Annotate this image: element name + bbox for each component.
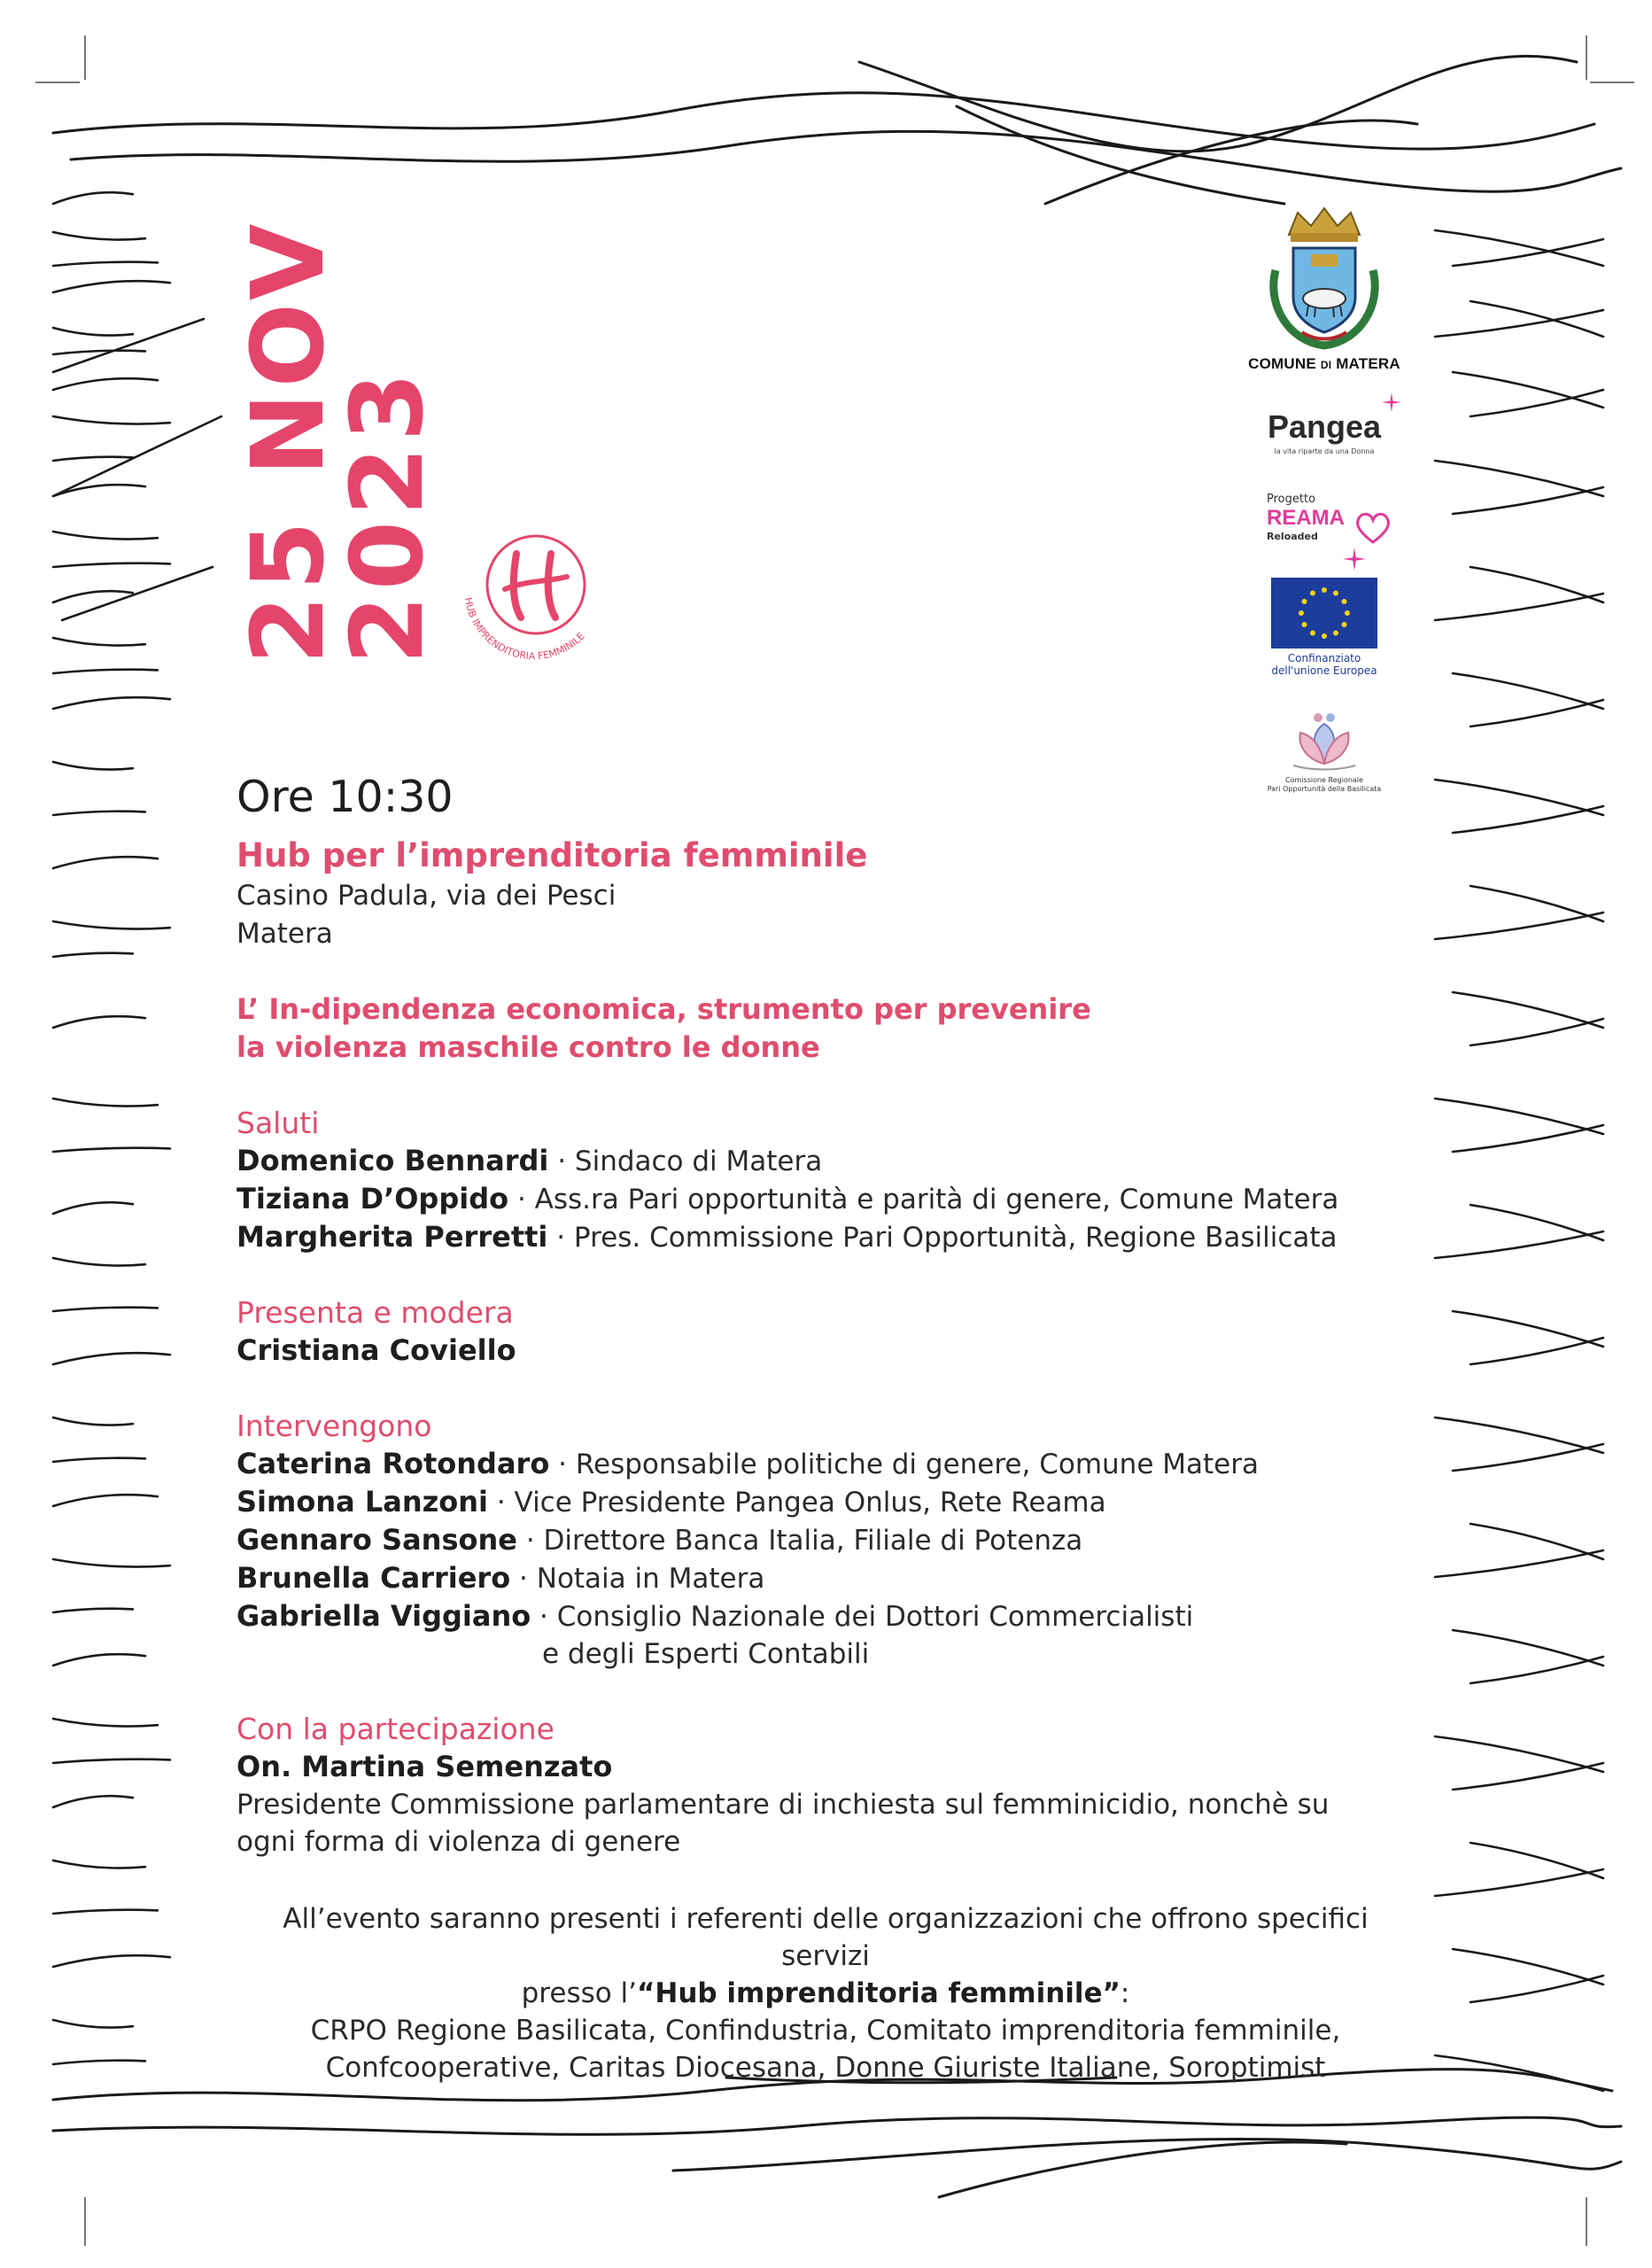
event-date	[231, 213, 452, 664]
reama-sub: Reloaded	[1267, 531, 1318, 542]
guest-description: Presidente Commissione parlamentare di inchiesta sul femminicidio, nonchè su	[237, 1789, 1330, 1821]
event-time: Ore 10:30	[237, 772, 454, 822]
eu-star	[1310, 631, 1315, 636]
speaker-row: Domenico Bennardi · Sindaco di Matera	[237, 1144, 823, 1177]
speaker-role-continuation: e degli Esperti Contabili	[542, 1638, 870, 1670]
eu-star	[1322, 587, 1327, 593]
pangea-tagline: la vita riparte da una Donna	[1274, 447, 1375, 455]
comune-matera-coat-of-arms-icon	[1262, 199, 1386, 350]
eu-star	[1310, 591, 1315, 596]
partner-logos	[1231, 199, 1417, 794]
speaker-row: Gennaro Sansone · Direttore Banca Italia, Filiale di Potenza	[237, 1523, 1083, 1557]
eu-star	[1302, 599, 1307, 604]
moderator-heading: Presenta e modera	[237, 1295, 514, 1330]
partecipazione-heading: Con la partecipazione	[237, 1712, 555, 1746]
crop-mark	[84, 2197, 86, 2246]
heart-icon	[1353, 510, 1392, 546]
eu-star	[1345, 610, 1350, 616]
reama-name: REAMA	[1267, 506, 1345, 530]
crop-mark	[35, 82, 80, 83]
eu-star	[1342, 622, 1347, 627]
event-address: Casino Padula, via dei Pesci	[237, 880, 617, 912]
eu-star	[1322, 633, 1327, 639]
hub-logo-text: HUB IMPRENDITORIA FEMMINILE	[461, 596, 587, 663]
eu-star	[1333, 631, 1338, 636]
star-icon	[1343, 548, 1366, 571]
reama-logo	[1231, 493, 1417, 542]
speaker-row: Brunella Carriero · Notaia in Matera	[237, 1561, 765, 1595]
event-theme-line: la violenza maschile contro le donne	[237, 1030, 820, 1064]
eu-star	[1333, 591, 1338, 596]
event-theme-line: L’ In-dipendenza economica, strumento per prevenire	[237, 992, 1091, 1026]
pangea-name: Pangea	[1267, 408, 1382, 445]
eu-star	[1299, 610, 1304, 616]
comune-matera-label: COMUNE DI MATERA	[1248, 355, 1400, 372]
speaker-row: Gabriella Viggiano · Consiglio Nazionale dei Dottori Commercialisti	[237, 1599, 1194, 1633]
eu-star	[1302, 622, 1307, 627]
guest-name: On. Martina Semenzato	[237, 1750, 613, 1783]
event-venue-title: Hub per l’imprenditoria femminile	[237, 836, 868, 874]
eu-caption-1: Confinanziato	[1287, 652, 1361, 664]
crop-mark	[84, 35, 86, 80]
eu-flag-icon	[1271, 578, 1377, 649]
speaker-row: Simona Lanzoni · Vice Presidente Pangea Onlus, Rete Reama	[237, 1485, 1106, 1518]
note-line: All’evento saranno presenti i referenti delle organizzazioni che offrono specifici servizi	[283, 1903, 1369, 1972]
moderator-name: Cristiana Coviello	[237, 1333, 516, 1367]
speaker-row: Margherita Perretti · Pres. Commissione Pari Opportunità, Regione Basilicata	[237, 1220, 1338, 1254]
star-icon	[1382, 392, 1401, 412]
event-city: Matera	[237, 918, 333, 950]
intervengono-heading: Intervengono	[237, 1409, 432, 1443]
saluti-heading: Saluti	[237, 1106, 320, 1140]
pangea-logo	[1231, 408, 1417, 455]
crop-mark	[1586, 2197, 1587, 2246]
eu-star	[1342, 599, 1347, 604]
svg-text:HUB IMPRENDITORIA FEMMINILE	[462, 596, 587, 662]
crop-mark	[1590, 82, 1634, 83]
date-year: 2023	[330, 367, 446, 664]
note-line: CRPO Regione Basilicata, Confindustria, Comitato imprenditoria femminile,	[310, 2015, 1341, 2047]
crpo-caption-1: Comissione Regionale	[1285, 776, 1363, 784]
event-program	[237, 771, 1415, 1860]
crop-mark	[1586, 35, 1587, 80]
note-line: Confcooperative, Caritas Diocesana, Donne Giuriste Italiane, Soroptimist	[325, 2052, 1326, 2084]
guest-description: ogni forma di violenza di genere	[237, 1826, 681, 1858]
note-line: presso l’“Hub imprenditoria femminile”:	[521, 1977, 1130, 2009]
lotus-icon	[1284, 711, 1364, 773]
hub-imprenditoria-logo	[443, 518, 620, 695]
eu-caption-2: dell'unione Europea	[1271, 664, 1377, 677]
eu-logo	[1231, 578, 1417, 677]
date-day-month: 25 NOV	[231, 218, 346, 664]
speaker-row: Tiziana D’Oppido · Ass.ra Pari opportunità e parità di genere, Comune Matera	[237, 1182, 1339, 1216]
speaker-row: Caterina Rotondaro · Responsabile politiche di genere, Comune Matera	[237, 1447, 1259, 1480]
reama-pre: Progetto	[1267, 493, 1316, 506]
organizations-note	[237, 1900, 1415, 2086]
crpo-caption-2: Pari Opportunità della Basilicata	[1267, 785, 1382, 793]
